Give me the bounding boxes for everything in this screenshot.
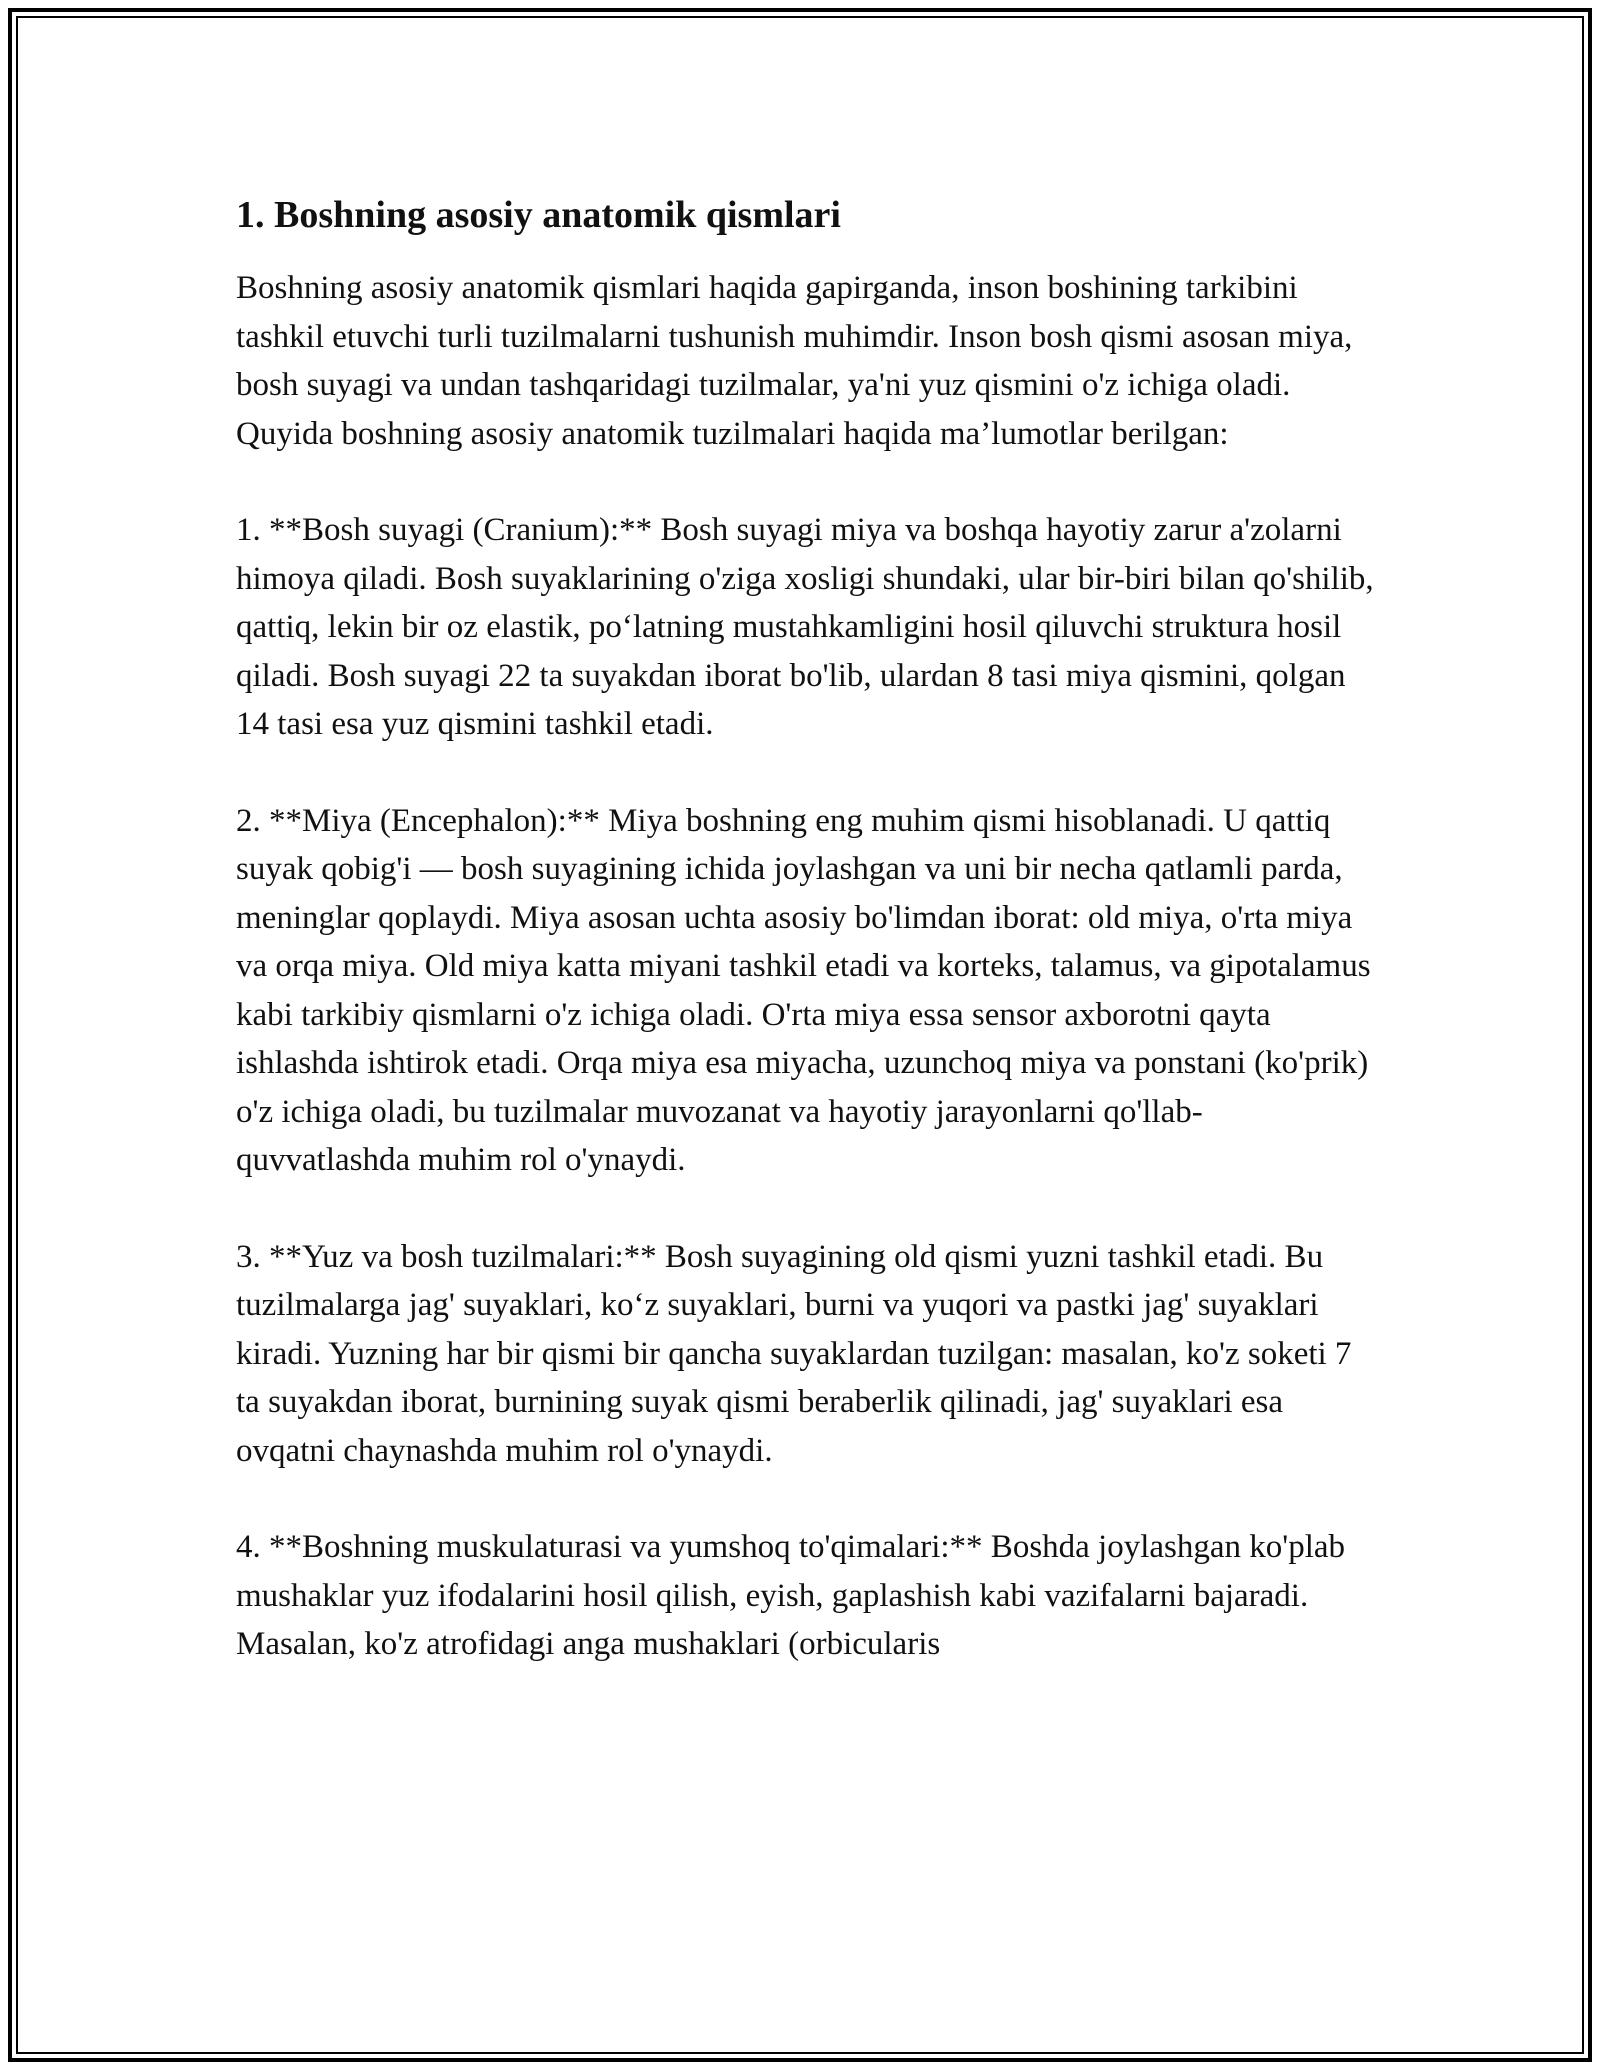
section-heading: 1. Boshning asosiy anatomik qismlari: [236, 194, 841, 236]
paragraph-encephalon: 2. **Miya (Encephalon):** Miya boshning eng muhim qismi hisoblanadi. U qattiq suyak qobig'i — bosh suyagining ichida joylashgan va uni bir necha qatlamli parda, meninglar qoplaydi. Miya asosan uchta asosiy bo'limdan iborat: old miya, o'rta miya va orqa miya. Old miya katta miyani tashkil etadi va korteks, talamus, va gipotalamus kabi tarkibiy qismlarni o'z ichiga oladi. O'rta miya essa sensor axborotni qayta ishlashda ishtirok etadi. Orqa miya esa miyacha, uzunchoq miya va ponstani (ko'prik) o'z ichiga oladi, bu tuzilmalar muvozanat va hayotiy jarayonlarni qo'llab-quvvatlashda muhim rol o'ynaydi.: [236, 802, 1371, 1178]
paragraph-musculature: 4. **Boshning muskulaturasi va yumshoq to'qimalari:** Boshda joylashgan ko'plab mushaklar yuz ifodalarini hosil qilish, eyish, gaplashish kabi vazifalarni bajaradi. Masalan, ko'z atrofidagi anga mushaklari (orbicularis: [236, 1529, 1346, 1662]
document-body: [236, 186, 1376, 1717]
paragraph-face-structures: 3. **Yuz va bosh tuzilmalari:** Bosh suyagining old qismi yuzni tashkil etadi. Bu tuzilmalarga jag' suyaklari, ko‘z suyaklari, burni va yuqori va pastki jag' suyaklari kiradi. Yuzning har bir qismi bir qancha suyaklardan tuzilgan: masalan, ko'z soketi 7 ta suyakdan iborat, burnining suyak qismi beraberlik qilinadi, jag' suyaklari esa ovqatni chaynashda muhim rol o'ynaydi.: [236, 1238, 1352, 1469]
intro-paragraph: Boshning asosiy anatomik qismlari haqida gapirganda, inson boshining tarkibini tashkil etuvchi turli tuzilmalarni tushunish muhimdir. Inson bosh qismi asosan miya, bosh suyagi va undan tashqaridagi tuzilmalar, ya'ni yuz qismini o'z ichiga oladi. Quyida boshning asosiy anatomik tuzilmalari haqida ma’lumotlar berilgan:: [236, 270, 1353, 452]
paragraph-cranium: 1. **Bosh suyagi (Cranium):** Bosh suyagi miya va boshqa hayotiy zarur a'zolarni himoya qiladi. Bosh suyaklarining o'ziga xosligi shundaki, ular bir-biri bilan qo'shilib, qattiq, lekin bir oz elastik, po‘latning mustahkamligini hosil qiluvchi struktura hosil qiladi. Bosh suyagi 22 ta suyakdan iborat bo'lib, ulardan 8 tasi miya qismini, qolgan 14 tasi esa yuz qismini tashkil etadi.: [236, 512, 1374, 742]
